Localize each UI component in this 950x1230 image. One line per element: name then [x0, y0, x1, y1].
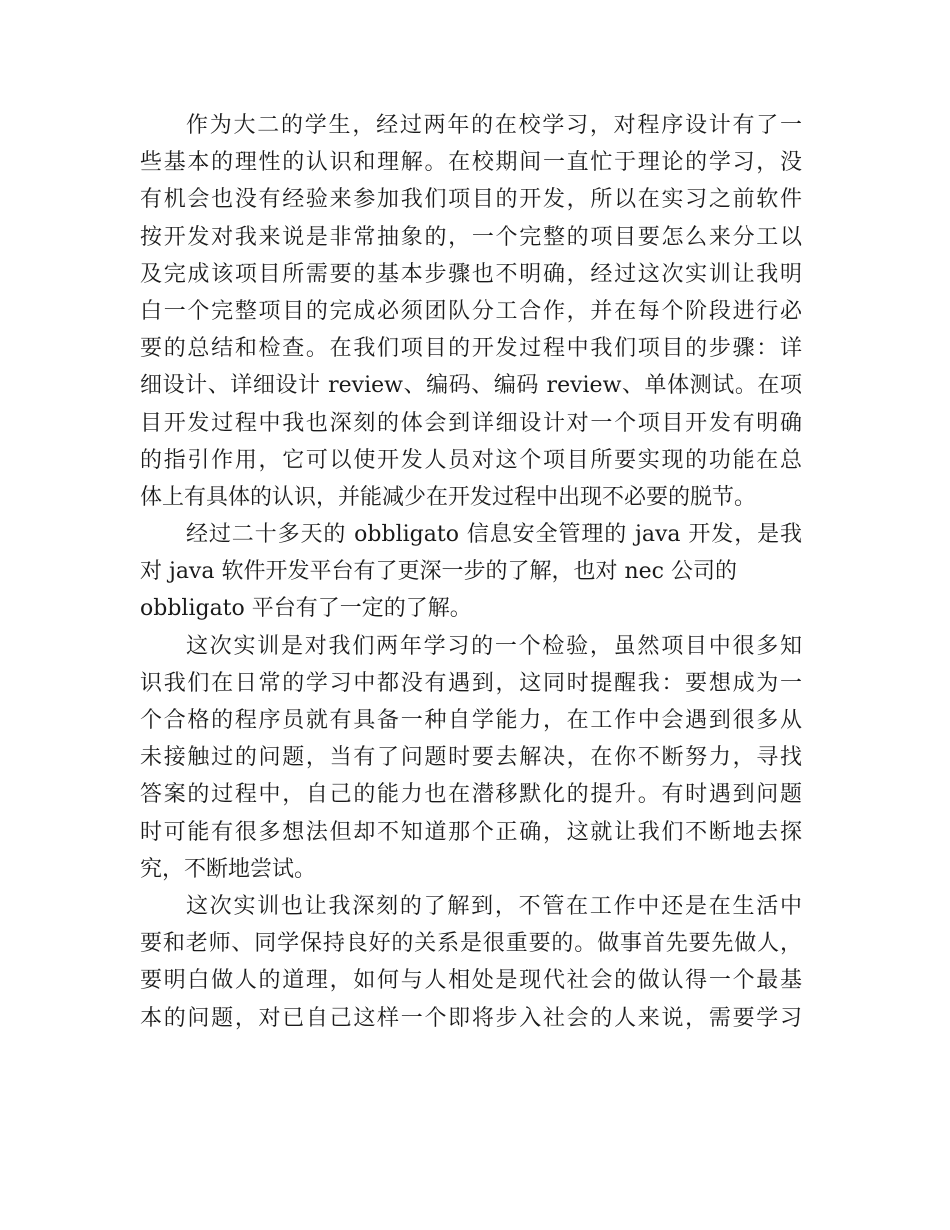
text-line: 体上有具体的认识，并能减少在开发过程中出现不必要的脱节。: [140, 484, 757, 510]
text-line: 白一个完整项目的完成必须团队分工合作，并在每个阶段进行必: [140, 298, 802, 324]
text-line: 按开发对我来说是非常抽象的，一个完整的项目要怎么来分工以: [140, 224, 802, 250]
text-line: obbligato 平台有了一定的了解。: [140, 596, 472, 622]
text-line: 细设计、详细设计 review、编码、编码 review、单体测试。在项: [140, 373, 802, 399]
text-line: 及完成该项目所需要的基本步骤也不明确，经过这次实训让我明: [140, 261, 802, 287]
text-line: 要的总结和检查。在我们项目的开发过程中我们项目的步骤：详: [140, 336, 802, 362]
text-line: 些基本的理性的认识和理解。在校期间一直忙于理论的学习，没: [140, 150, 802, 176]
text-line: 本的问题，对已自己这样一个即将步入社会的人来说，需要学习: [140, 1005, 802, 1031]
text-line: 个合格的程序员就有具备一种自学能力，在工作中会遇到很多从: [140, 708, 802, 733]
text-line: 时可能有很多想法但却不知道那个正确，这就让我们不断地去探: [140, 819, 802, 845]
text-line: 要和老师、同学保持良好的关系是很重要的。做事首先要先做人，: [140, 931, 802, 957]
text-line: 未接触过的问题，当有了问题时要去解决，在你不断努力，寻找: [140, 745, 802, 771]
text-line: 究，不断地尝试。: [140, 856, 317, 882]
text-line: 有机会也没有经验来参加我们项目的开发，所以在实习之前软件: [140, 187, 802, 213]
text-line: 识我们在日常的学习中都没有遇到，这同时提醒我：要想成为一: [140, 670, 802, 696]
text-line: 的指引作用，它可以使开发人员对这个项目所要实现的功能在总: [140, 447, 802, 473]
text-line: 作为大二的学生，经过两年的在校学习，对程序设计有了一: [186, 113, 802, 138]
text-line: 目开发过程中我也深刻的体会到详细设计对一个项目开发有明确: [140, 410, 802, 436]
text-line: 这次实训是对我们两年学习的一个检验，虽然项目中很多知: [186, 633, 802, 659]
text-line: 对 java 软件开发平台有了更深一步的了解，也对 nec 公司的: [140, 559, 737, 585]
text-line: 要明白做人的道理，如何与人相处是现代社会的做认得一个最基: [140, 968, 802, 994]
text-line: 这次实训也让我深刻的了解到，不管在工作中还是在生活中: [186, 893, 802, 919]
body-text: [140, 107, 802, 1037]
text-line: 经过二十多天的 obbligato 信息安全管理的 java 开发，是我: [186, 522, 802, 548]
text-line: 答案的过程中，自己的能力也在潜移默化的提升。有时遇到问题: [140, 782, 802, 808]
